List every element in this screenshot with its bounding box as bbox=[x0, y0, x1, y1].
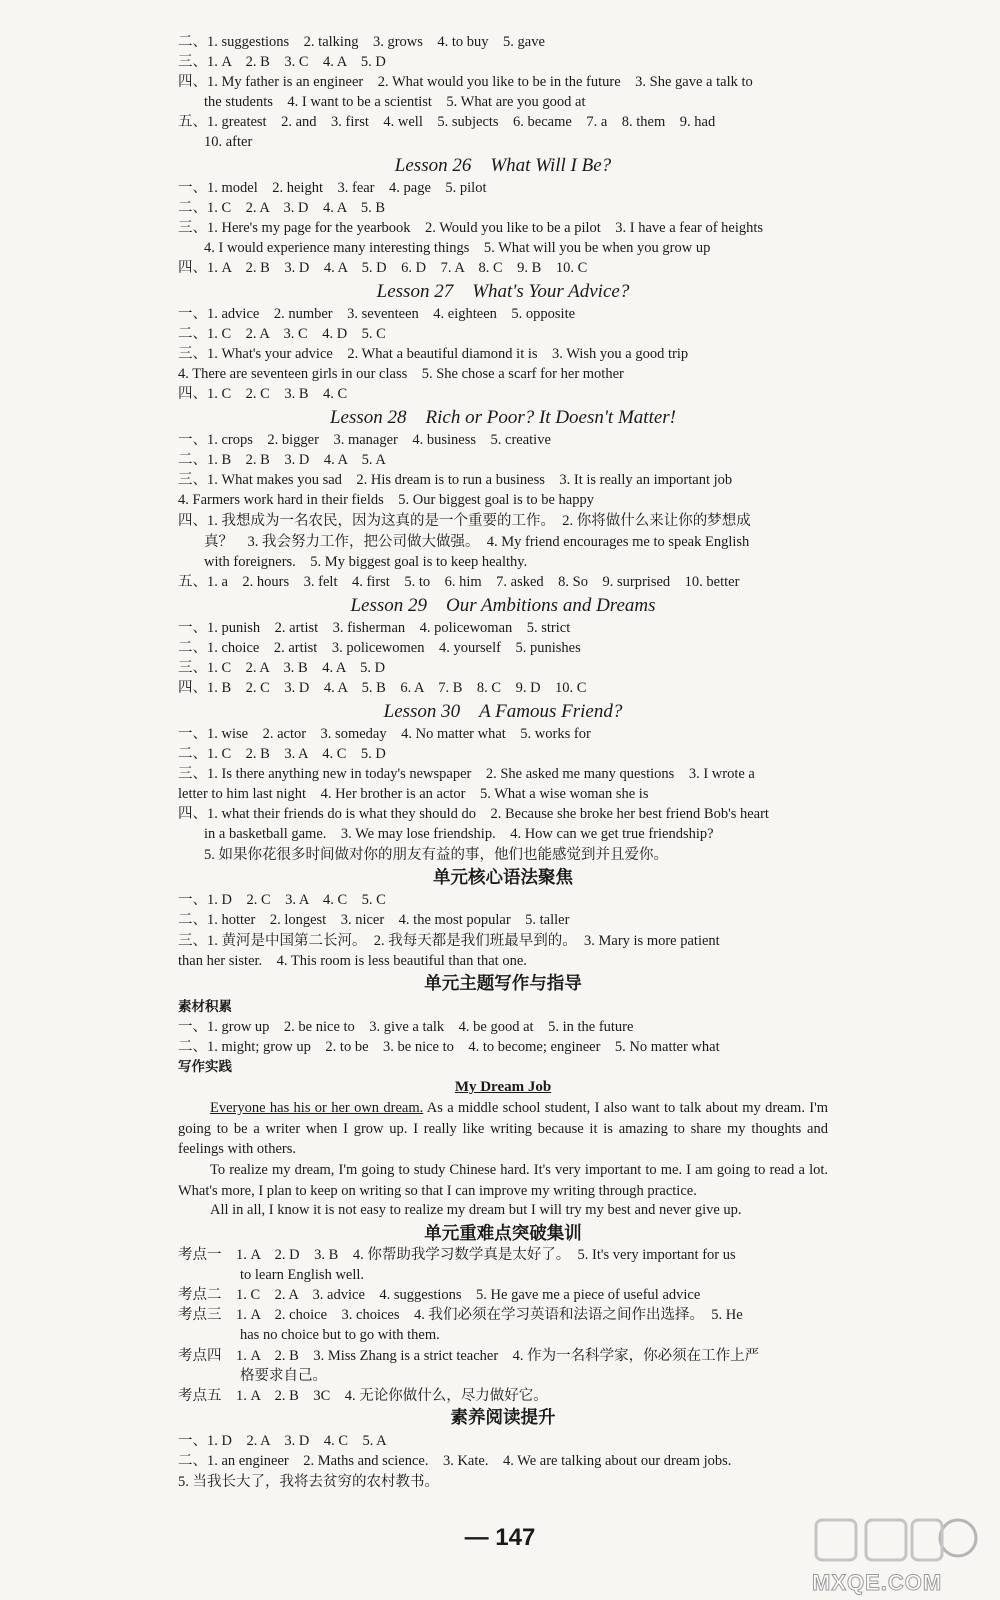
answer-line: 三、1. What's your advice 2. What a beautiful diamond it is 3. Wish you a good trip bbox=[178, 346, 689, 362]
essay-paragraph: To realize my dream, I'm going to study Chinese hard. It's very important to me. I am going to read a lot. What's more, I plan to keep on writing so that I can improve my writing through practice. bbox=[178, 1162, 828, 1199]
answer-line: to learn English well. bbox=[240, 1267, 365, 1283]
answer-line: 二、1. choice 2. artist 3. policewomen 4. yourself 5. punishes bbox=[178, 640, 581, 656]
answer-line: 真？ 3. 我会努力工作，把公司做大做强。 4. My friend encourages me to speak English bbox=[204, 534, 750, 550]
essay-paragraph-text: As a middle school student, I also want to talk about my dream. I'm going to be a writer when I grow up. I really like writing because it is amazing to share my thoughts and feelings with others. bbox=[178, 1100, 828, 1157]
answer-line: 考点一 1. A 2. D 3. B 4. 你帮助我学习数学真是太好了。 5. It's very important for us bbox=[178, 1247, 736, 1263]
answer-line: 考点二 1. C 2. A 3. advice 4. suggestions 5. He gave me a piece of useful advice bbox=[178, 1287, 701, 1303]
answer-line: 三、1. What makes you sad 2. His dream is to run a business 3. It is really an important job bbox=[178, 472, 733, 488]
answer-line: 三、1. A 2. B 3. C 4. A 5. D bbox=[178, 54, 386, 70]
answer-line: 一、1. D 2. C 3. A 4. C 5. C bbox=[178, 892, 386, 908]
answer-line: 二、1. might; grow up 2. to be 3. be nice to 4. to become; engineer 5. No matter what bbox=[178, 1039, 720, 1055]
answer-line: 一、1. punish 2. artist 3. fisherman 4. policewoman 5. strict bbox=[178, 620, 571, 636]
answer-line: 三、1. Is there anything new in today's newspaper 2. She asked me many questions 3. I wrote a bbox=[178, 766, 755, 782]
essay-paragraph bbox=[178, 1098, 828, 1160]
essay-title: My Dream Job bbox=[454, 1079, 552, 1095]
answer-line: 三、1. C 2. A 3. B 4. A 5. D bbox=[178, 660, 386, 676]
writing-title: 单元主题写作与指导 bbox=[424, 974, 582, 994]
answer-line: 四、1. B 2. C 3. D 4. A 5. B 6. A 7. B 8. C 9. D 10. C bbox=[178, 680, 587, 696]
answer-line: 四、1. A 2. B 3. D 4. A 5. D 6. D 7. A 8. C 9. B 10. C bbox=[178, 260, 588, 276]
answer-line: in a basketball game. 3. We may lose friendship. 4. How can we get true friendship? bbox=[204, 826, 714, 842]
answer-line: 一、1. wise 2. actor 3. someday 4. No matter what 5. works for bbox=[178, 726, 591, 742]
answer-line: has no choice but to go with them. bbox=[240, 1327, 440, 1343]
answer-line: 格要求自己。 bbox=[240, 1368, 327, 1384]
answer-line: 二、1. C 2. B 3. A 4. C 5. D bbox=[178, 746, 386, 762]
answer-line: than her sister. 4. This room is less beautiful than that one. bbox=[178, 953, 527, 969]
page-number: — 147 bbox=[464, 1524, 536, 1551]
answer-line: 考点三 1. A 2. choice 3. choices 4. 我们必须在学习英语和法语之间作出选择。 5. He bbox=[178, 1307, 743, 1323]
answer-line: 二、1. C 2. A 3. D 4. A 5. B bbox=[178, 200, 386, 216]
lesson-27-title: Lesson 27 What's Your Advice? bbox=[376, 281, 630, 302]
answer-line: 4. Farmers work hard in their fields 5. Our biggest goal is to be happy bbox=[178, 492, 594, 508]
grammar-title: 单元核心语法聚焦 bbox=[433, 868, 573, 888]
watermark-text: MXQE.COM bbox=[812, 1570, 943, 1595]
answer-line: 一、1. advice 2. number 3. seventeen 4. eighteen 5. opposite bbox=[178, 306, 576, 322]
answer-line: 一、1. D 2. A 3. D 4. C 5. A bbox=[178, 1433, 387, 1449]
answer-line: 考点四 1. A 2. B 3. Miss Zhang is a strict teacher 4. 作为一名科学家，你必须在工作上严 bbox=[178, 1348, 760, 1364]
answer-line: with foreigners. 5. My biggest goal is to keep healthy. bbox=[204, 554, 528, 570]
answer-line: 二、1. an engineer 2. Maths and science. 3. Kate. 4. We are talking about our dream jobs. bbox=[178, 1453, 732, 1469]
answer-line: 一、1. grow up 2. be nice to 3. give a talk 4. be good at 5. in the future bbox=[178, 1019, 634, 1035]
lesson-29-title: Lesson 29 Our Ambitions and Dreams bbox=[350, 595, 656, 616]
answer-line: 二、1. suggestions 2. talking 3. grows 4. to buy 5. gave bbox=[178, 34, 545, 50]
answer-line: 四、1. C 2. C 3. B 4. C bbox=[178, 386, 348, 402]
answer-line: 四、1. My father is an engineer 2. What would you like to be in the future 3. She gave a talk to bbox=[178, 74, 753, 90]
answer-line: letter to him last night 4. Her brother is an actor 5. What a wise woman she is bbox=[178, 786, 649, 802]
answer-line: 五、1. greatest 2. and 3. first 4. well 5. subjects 6. became 7. a 8. them 9. had bbox=[178, 114, 716, 130]
answer-line: the students 4. I want to be a scientist 5. What are you good at bbox=[204, 94, 586, 110]
answer-line: 二、1. C 2. A 3. C 4. D 5. C bbox=[178, 326, 386, 342]
essay-paragraph: All in all, I know it is not easy to realize my dream but I will try my best and never give up. bbox=[210, 1202, 742, 1218]
answer-line: 五、1. a 2. hours 3. felt 4. first 5. to 6. him 7. asked 8. So 9. surprised 10. better bbox=[178, 574, 740, 590]
answer-line: 5. 当我长大了，我将去贫穷的农村教书。 bbox=[178, 1474, 439, 1490]
answer-line: 4. There are seventeen girls in our class 5. She chose a scarf for her mother bbox=[178, 366, 624, 382]
writing-sub-practice: 写作实践 bbox=[178, 1059, 232, 1075]
reading-title: 素养阅读提升 bbox=[450, 1408, 556, 1428]
keypoints-title: 单元重难点突破集训 bbox=[424, 1224, 582, 1244]
answer-line: 一、1. model 2. height 3. fear 4. page 5. pilot bbox=[178, 180, 487, 196]
answer-line: 4. I would experience many interesting things 5. What will you be when you grow up bbox=[204, 240, 711, 256]
answer-line: 二、1. hotter 2. longest 3. nicer 4. the most popular 5. taller bbox=[178, 912, 570, 928]
answer-line: 四、1. 我想成为一名农民，因为这真的是一个重要的工作。 2. 你将做什么来让你的梦想成 bbox=[178, 513, 751, 529]
answer-line: 10. after bbox=[204, 134, 253, 150]
answer-line: 5. 如果你花很多时间做对你的朋友有益的事，他们也能感觉到并且爱你。 bbox=[204, 847, 668, 863]
lesson-30-title: Lesson 30 A Famous Friend? bbox=[383, 701, 623, 722]
answer-line: 三、1. 黄河是中国第二长河。 2. 我每天都是我们班最早到的。 3. Mary is more patient bbox=[178, 933, 720, 949]
answer-line: 四、1. what their friends do is what they should do 2. Because she broke her best friend Bob's heart bbox=[178, 806, 769, 822]
answer-line: 二、1. B 2. B 3. D 4. A 5. A bbox=[178, 452, 386, 468]
writing-sub-material: 素材积累 bbox=[178, 999, 232, 1015]
answer-line: 考点五 1. A 2. B 3C 4. 无论你做什么，尽力做好它。 bbox=[178, 1388, 548, 1404]
essay-topic-sentence: Everyone has his or her own dream. bbox=[210, 1100, 424, 1116]
lesson-26-title: Lesson 26 What Will I Be? bbox=[394, 155, 612, 176]
answer-line: 一、1. crops 2. bigger 3. manager 4. business 5. creative bbox=[178, 432, 551, 448]
lesson-28-title: Lesson 28 Rich or Poor? It Doesn't Matter! bbox=[329, 407, 677, 428]
answer-line: 三、1. Here's my page for the yearbook 2. Would you like to be a pilot 3. I have a fear of heights bbox=[178, 220, 764, 236]
